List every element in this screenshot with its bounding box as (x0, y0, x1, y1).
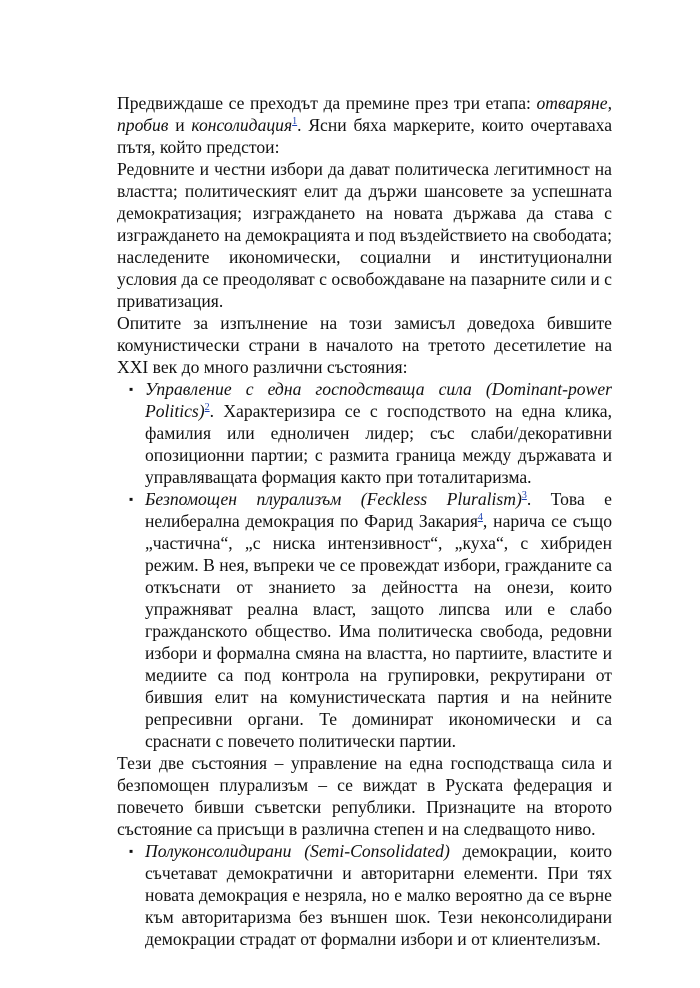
bullet-dominant-power-text: . Характеризира се с господството на една клика, фамилия или едноличен лидер; със слаби/декоративни опозиционни партии; с размита граница между държавата и управляващата формация както при тоталитаризма. (145, 401, 612, 487)
bullet-list-2 (117, 840, 612, 950)
bullet-semi-consolidated-text: демокрации, които съчетават демократични и авторитарни елементи. При тях новата демокрация е незряла, но е малко вероятно да се върне към авторитаризма без външен шок. Тези неконсолидирани демокрации страдат от формални избори и от клиентелизъм. (145, 841, 612, 949)
bullet-list-1 (117, 378, 612, 752)
paragraph-intro (117, 92, 612, 158)
footnote-link-3[interactable]: 3 (521, 490, 527, 502)
bullet-feckless-pluralism (129, 488, 612, 752)
intro-italic-breakthrough: пробив (117, 115, 169, 135)
bullet-feckless-pluralism-title: Безпомощен плурализъм (Feckless Pluralism) (145, 489, 522, 509)
intro-text-2: . Ясни бяха маркерите, които очертаваха пътя, който предстои: (117, 115, 612, 157)
intro-italic-opening: отваряне, (536, 93, 612, 113)
footnote-link-4[interactable]: 4 (477, 512, 483, 524)
bullet-feckless-pluralism-text-2: , нарича се също „частична“, „с ниска интензивност“, „куха“, с хибриден режим. В нея, въпреки че се провеждат избори, гражданите са откъснати от знанието за дейността на онези, които упражняват реална власт, защото липсва или е слабо гражданското общество. Има политическа свобода, редовни избори и формална смяна на властта, но партиите, властите и медиите са под контрола на групировки, рекрутирани от бившия елит на комунистическата партия и на нейните репресивни органи. Те доминират икономически и са сраснати с повечето политически партии. (145, 511, 612, 751)
bullet-semi-consolidated (129, 840, 612, 950)
paragraph-conditions: Редовните и честни избори да дават политическа легитимност на властта; политическият елит да държи шансовете за успешната демократизация; изграждането на новата държава да става с изграждането на демокрацията и под въздействието на свободата; наследените икономически, социални и институционални условия да се преодоляват с освобождаване на пазарните сили и с приватизация. (117, 159, 612, 311)
footnote-link-2[interactable]: 2 (204, 402, 210, 414)
paragraph-two-states: Тези две състояния – управление на една господстваща сила и безпомощен плурализъм – се виждат в Руската федерация и повечето бивши съветски републики. Признаците на второто състояние са присъщи в различна степен и на следващото ниво. (117, 753, 612, 839)
bullet-feckless-pluralism-text-1: . Това е нелиберална демокрация по Фарид Закария (145, 489, 612, 531)
intro-text-and: и (168, 115, 192, 135)
bullet-semi-consolidated-title: Полуконсолидирани (Semi-Consolidated) (145, 841, 450, 861)
bullet-dominant-power (129, 378, 612, 488)
bullet-dominant-power-title: Управление с една господстваща сила (Dominant-power Politics) (145, 379, 612, 421)
intro-italic-consolidation: консолидация (191, 115, 293, 135)
paragraph-attempts: Опитите за изпълнение на този замисъл доведоха бившите комунистически страни в началото на третото десетилетие на XXI век до много различни състояния: (117, 313, 612, 377)
footnote-link-1[interactable]: 1 (292, 116, 298, 128)
intro-text-1: Предвиждаше се преходът да премине през три етапа: (117, 93, 537, 113)
